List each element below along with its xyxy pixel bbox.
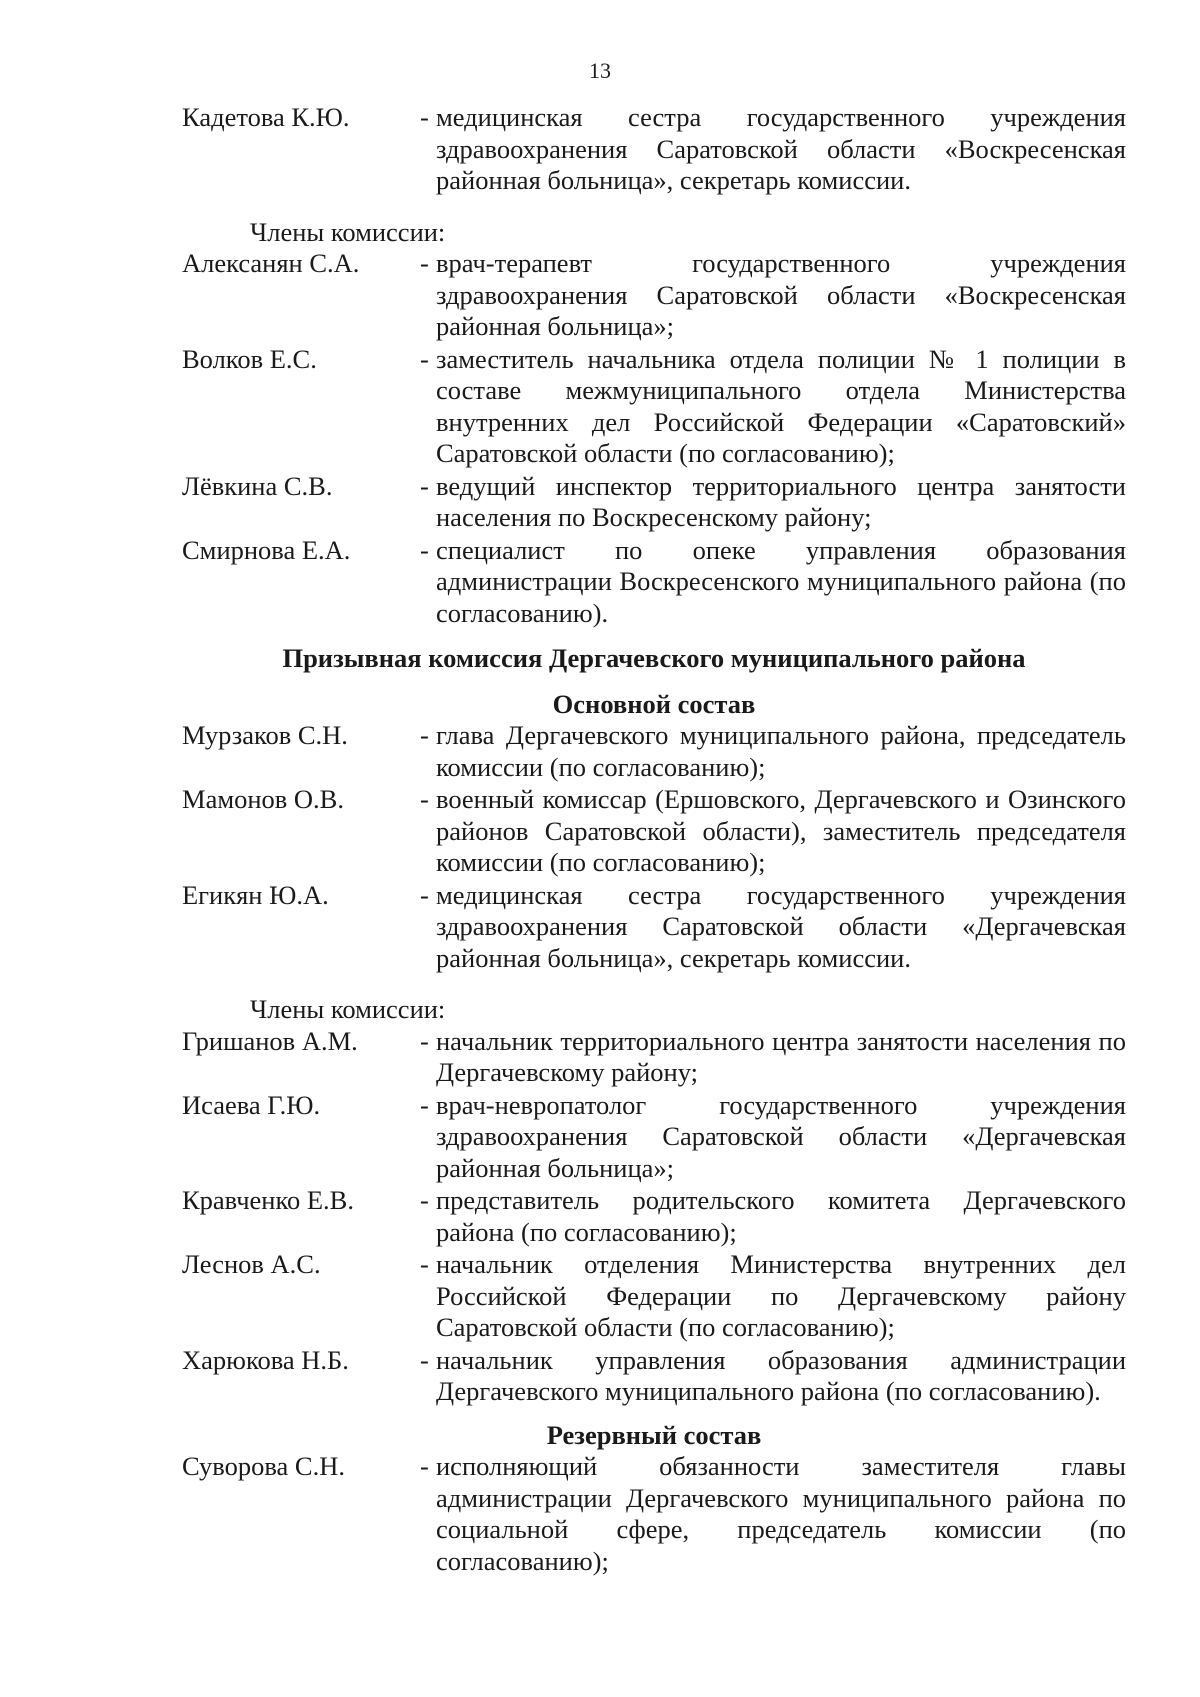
commission-member	[182, 535, 1126, 630]
person-position: исполняющий обязанности заместителя главы администрации Дергачевского муниципального района по социальной сфере, председатель комиссии (по согласованию);	[436, 1451, 1126, 1576]
entry-dash: -	[420, 1344, 429, 1375]
person-position: врач-невропатолог государственного учреждения здравоохранения Саратовской области «Дергачевская районная больница»;	[436, 1089, 1126, 1183]
person-position: врач-терапевт государственного учреждения здравоохранения Саратовской области «Воскресенская районная больница»;	[436, 248, 1126, 341]
commission-member	[182, 880, 1126, 975]
entry-dash: -	[420, 248, 429, 278]
person-position: глава Дергачевского муниципального района, председатель комиссии (по согласованию);	[436, 720, 1126, 782]
entry-dash: -	[420, 534, 429, 565]
person-name: Мамонов О.В.	[182, 784, 344, 814]
person-name: Мурзаков С.Н.	[182, 720, 348, 750]
commission-member	[182, 344, 1126, 470]
person-position: начальник управления образования администрации Дергачевского муниципального района (по согласованию).	[436, 1344, 1126, 1406]
commission-member	[182, 1345, 1126, 1408]
person-name: Смирнова Е.А.	[182, 534, 351, 565]
person-position: заместитель начальника отдела полиции № 1 полиции в составе межмуниципального отдела Министерства внутренних дел Российской Федерации «Саратовский» Саратовской области (по согласованию);	[436, 343, 1126, 468]
entry-dash: -	[420, 879, 429, 910]
person-position: медицинская сестра государственного учреждения здравоохранения Саратовской области «Дергачевская районная больница», секретарь комиссии.	[436, 879, 1126, 973]
commission-member	[182, 1451, 1126, 1577]
person-name: Кадетова К.Ю.	[182, 102, 350, 132]
person-name: Алексанян С.А.	[182, 248, 360, 278]
person-position: ведущий инспектор территориального центра занятости населения по Воскресенскому району;	[436, 470, 1126, 532]
person-position: медицинская сестра государственного учреждения здравоохранения Саратовской области «Воскресенская районная больница», секретарь комиссии.	[436, 102, 1126, 195]
entry-dash: -	[420, 1025, 429, 1056]
entry-dash: -	[420, 1249, 429, 1279]
person-name: Кравченко Е.В.	[182, 1185, 354, 1215]
members-label: Члены комиссии:	[250, 216, 446, 247]
entry-dash: -	[420, 1451, 429, 1481]
commission-member	[182, 1026, 1126, 1089]
commission-member	[182, 784, 1126, 879]
page-number: 13	[589, 58, 611, 83]
person-position: военный комиссар (Ершовского, Дергачевского и Озинского районов Саратовской области), заместитель председателя комиссии (по согласованию);	[436, 784, 1126, 877]
main-composition-title: Основной состав	[552, 688, 756, 719]
person-position: начальник территориального центра занятости населения по Дергачевскому району;	[436, 1025, 1126, 1087]
entry-dash: -	[420, 343, 429, 374]
person-name: Волков Е.С.	[182, 343, 317, 374]
section-title: Призывная комиссия Дергачевского муниципального района	[282, 643, 1026, 673]
commission-member	[182, 1185, 1126, 1248]
commission-member	[182, 1249, 1126, 1344]
person-name: Суворова С.Н.	[182, 1451, 345, 1481]
members-label: Члены комиссии:	[250, 994, 446, 1024]
commission-entry-secretary	[182, 102, 1126, 197]
commission-member	[182, 1090, 1126, 1185]
entry-dash: -	[420, 102, 429, 132]
person-name: Исаева Г.Ю.	[182, 1089, 321, 1120]
entry-dash: -	[420, 1185, 429, 1215]
person-position: начальник отделения Министерства внутренних дел Российской Федерации по Дергачевскому району Саратовской области (по согласованию);	[436, 1249, 1126, 1342]
commission-member	[182, 471, 1126, 534]
commission-member	[182, 720, 1126, 783]
person-name: Харюкова Н.Б.	[182, 1344, 349, 1375]
commission-member	[182, 248, 1126, 343]
document-content	[182, 102, 1126, 1578]
reserve-composition-title: Резервный состав	[546, 1419, 762, 1450]
person-position: представитель родительского комитета Дергачевского района (по согласованию);	[436, 1185, 1126, 1247]
entry-dash: -	[420, 784, 429, 814]
person-position: специалист по опеке управления образования администрации Воскресенского муниципального района (по согласованию).	[436, 534, 1126, 628]
entry-dash: -	[420, 470, 429, 501]
person-name: Лёвкина С.В.	[182, 470, 333, 501]
person-name: Леснов А.С.	[182, 1249, 321, 1279]
person-name: Егикян Ю.А.	[182, 879, 329, 910]
person-name: Гришанов А.М.	[182, 1025, 358, 1056]
entry-dash: -	[420, 1089, 429, 1120]
entry-dash: -	[420, 720, 429, 750]
